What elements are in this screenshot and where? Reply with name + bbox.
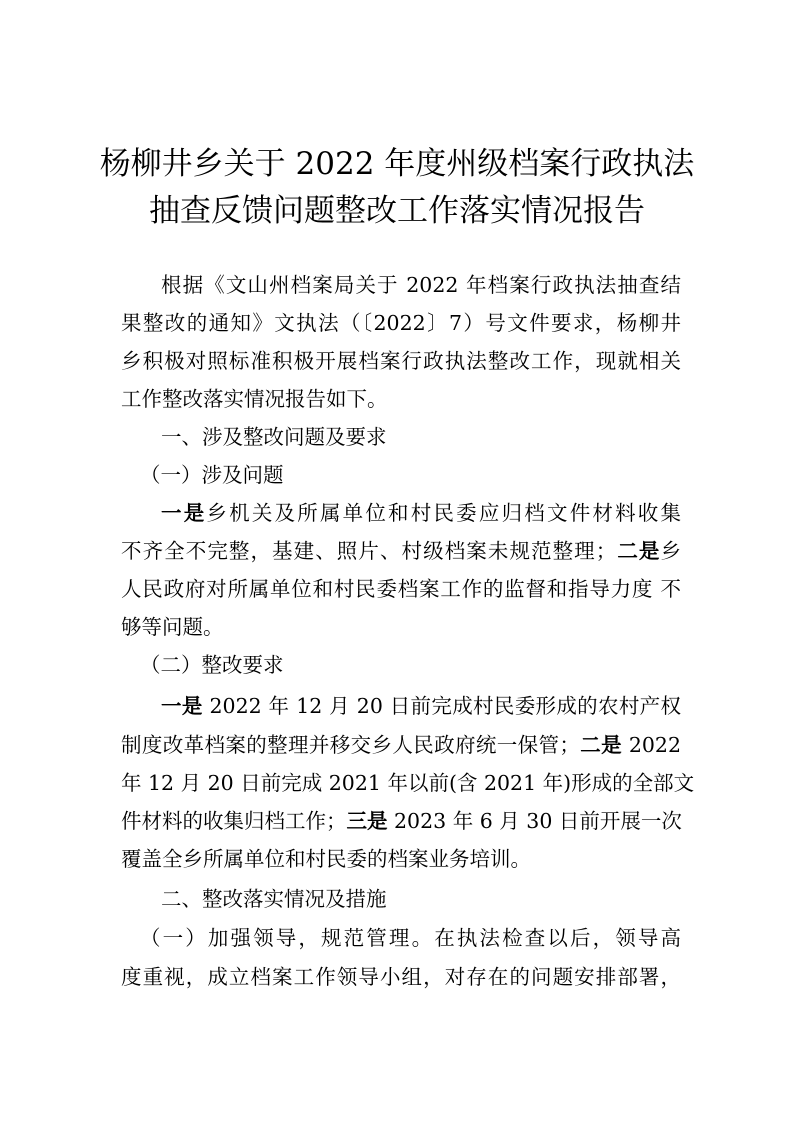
intro-line-1: 根据《文山州档案局关于 2022 年档案行政执法抽查结 [161, 273, 681, 297]
bold-marker-5: 三是 [346, 809, 388, 833]
intro-line-2: 果整改的通知》文执法（〔2022〕7）号文件要求，杨柳井 [121, 311, 681, 335]
requirements-line-3: 年 12 月 20 日前完成 2021 年以前(含 2021 年)形成的全部文 [121, 771, 695, 795]
problems-line-2 [121, 534, 681, 568]
requirements-line-2-text-b: 2022 [621, 733, 682, 757]
requirements-line-4 [121, 804, 681, 838]
problems-line-2-text-b: 乡 [660, 539, 682, 563]
bold-marker-1: 一是 [161, 501, 207, 525]
requirements-line-5: 覆盖全乡所属单位和村民委的档案业务培训。 [121, 847, 531, 871]
requirements-line-1-text: 2022 年 12 月 20 日前完成村民委形成的农村产权 [202, 694, 681, 718]
problems-line-1 [161, 496, 681, 530]
requirements-line-4-text-a: 件材料的收集归档工作； [121, 809, 347, 833]
requirements-line-1 [161, 689, 681, 723]
section-1-sub-1-heading: （一）涉及问题 [140, 463, 284, 487]
requirements-line-2 [121, 728, 681, 762]
intro-line-3: 乡积极对照标准积极开展档案行政执法整改工作，现就相关 [121, 349, 681, 373]
bold-marker-4: 二是 [579, 733, 622, 757]
measures-line-2: 度重视，成立档案工作领导小组，对存在的问题安排部署， [121, 965, 681, 989]
section-1-heading: 一、涉及整改问题及要求 [161, 425, 387, 449]
problems-line-3: 人民政府对所属单位和村民委档案工作的监督和指导力度 不 [121, 577, 681, 601]
intro-line-4: 工作整改落实情况报告如下。 [121, 387, 388, 411]
document-title-line-2: 抽查反馈问题整改工作落实情况报告 [149, 193, 645, 229]
problems-line-4: 够等问题。 [121, 615, 224, 639]
bold-marker-2: 二是 [616, 539, 661, 563]
measures-line-1: （一）加强领导，规范管理。在执法检查以后，领导高 [140, 926, 681, 950]
problems-line-2-text-a: 不齐全不完整，基建、照片、村级档案未规范整理； [121, 539, 617, 563]
requirements-line-2-text-a: 制度改革档案的整理并移交乡人民政府统一保管； [121, 733, 580, 757]
requirements-line-4-text-b: 2023 年 6 月 30 日前开展一次 [387, 809, 682, 833]
problems-line-1-text: 乡机关及所属单位和村民委应归档文件材料收集 [206, 501, 682, 525]
section-1-sub-2-heading: （二）整改要求 [140, 653, 284, 677]
document-title-line-1: 杨柳井乡关于 2022 年度州级档案行政执法 [99, 146, 695, 182]
bold-marker-3: 一是 [161, 694, 203, 718]
section-2-heading: 二、整改落实情况及措施 [161, 887, 387, 911]
